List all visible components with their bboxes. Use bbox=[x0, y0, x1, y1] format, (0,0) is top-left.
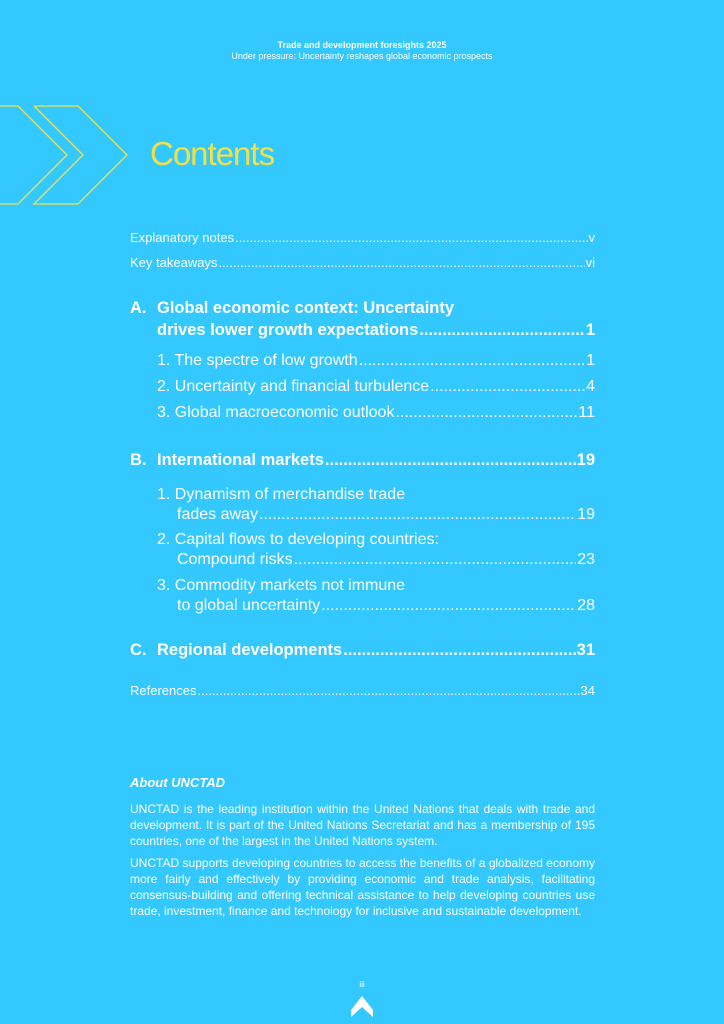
toc-label: 2. Uncertainty and financial turbulence bbox=[157, 378, 430, 395]
leader-dots bbox=[359, 352, 585, 370]
toc-key-takeaways[interactable] bbox=[130, 255, 595, 270]
toc-page: 4 bbox=[586, 378, 595, 395]
section-title: International markets bbox=[157, 451, 324, 469]
toc-b-item-1[interactable] bbox=[130, 485, 595, 525]
toc-page: vi bbox=[585, 255, 595, 270]
toc-page: 28 bbox=[577, 597, 595, 614]
toc-label-line2: fades away bbox=[177, 506, 258, 523]
report-subtitle: Under pressure: Uncertainty reshapes global economic prospects bbox=[231, 51, 493, 61]
leader-dots bbox=[395, 404, 577, 422]
page-number: iii bbox=[359, 980, 365, 989]
toc-section-a[interactable] bbox=[130, 297, 595, 341]
toc-label: 3. Global macroeconomic outlook bbox=[157, 404, 395, 421]
page-header bbox=[0, 40, 724, 62]
leader-dots bbox=[294, 550, 577, 570]
toc-page: 23 bbox=[577, 551, 595, 568]
toc-label-line2: to global uncertainty bbox=[177, 597, 321, 614]
toc-explanatory-notes[interactable] bbox=[130, 230, 595, 245]
toc-references[interactable] bbox=[130, 683, 595, 698]
toc-page: 34 bbox=[580, 683, 595, 698]
chevron-up-logo-icon bbox=[350, 994, 374, 1018]
toc-label-line1: 3. Commodity markets not immune bbox=[157, 577, 406, 594]
toc-label: Key takeaways bbox=[130, 255, 218, 270]
toc-label-line2: Compound risks bbox=[177, 551, 293, 568]
leader-dots bbox=[343, 641, 575, 660]
toc-page: v bbox=[588, 230, 595, 245]
toc-label: 1. The spectre of low growth bbox=[157, 352, 358, 369]
toc-page: 11 bbox=[578, 404, 595, 421]
section-title-line2: drives lower growth expectations bbox=[157, 321, 419, 339]
toc-label-line1: 1. Dynamism of merchandise trade bbox=[157, 486, 406, 503]
toc-a-item-1[interactable] bbox=[130, 352, 595, 370]
leader-dots bbox=[259, 505, 576, 525]
section-title-line1: Global economic context: Uncertainty bbox=[157, 299, 455, 317]
leader-dots bbox=[430, 378, 585, 396]
leader-dots bbox=[218, 255, 584, 270]
section-letter: A. bbox=[130, 299, 147, 317]
toc-section-b[interactable] bbox=[130, 451, 595, 470]
leader-dots bbox=[197, 683, 579, 698]
leader-dots bbox=[419, 319, 584, 341]
leader-dots bbox=[235, 230, 587, 245]
toc-label: Explanatory notes bbox=[130, 230, 235, 245]
toc-a-item-3[interactable] bbox=[130, 404, 595, 422]
toc-a-item-2[interactable] bbox=[130, 378, 595, 396]
double-chevron-right-icon bbox=[0, 104, 132, 208]
toc-b-item-2[interactable] bbox=[130, 530, 595, 570]
about-heading: About UNCTAD bbox=[130, 775, 226, 790]
toc-b-item-3[interactable] bbox=[130, 576, 595, 616]
section-title: Regional developments bbox=[157, 641, 343, 659]
about-paragraph-1: UNCTAD is the leading institution within the United Nations that deals with trade and development. It is part of the United Nations Secretariat and has a membership of 195 countries, one of the largest in the United Nations system. bbox=[130, 802, 595, 848]
toc-page: 19 bbox=[577, 506, 595, 523]
toc-section-c[interactable] bbox=[130, 641, 595, 660]
toc-page: 31 bbox=[576, 641, 595, 659]
toc-page: 1 bbox=[586, 352, 595, 369]
toc-label-line1: 2. Capital flows to developing countries: bbox=[157, 531, 439, 548]
toc-page: 1 bbox=[585, 321, 595, 339]
toc-label: References bbox=[130, 683, 197, 698]
about-paragraph-2: UNCTAD supports developing countries to access the benefits of a globalized economy more fairly and effectively by providing economic and trade analysis, facilitating consensus-building and offering technical assistance to help developing countries use trade, investment, finance and technology for inclusive and sustainable development. bbox=[130, 856, 595, 918]
leader-dots bbox=[321, 596, 576, 616]
toc-page: 19 bbox=[576, 451, 595, 469]
leader-dots bbox=[325, 451, 576, 470]
report-title: Trade and development foresights 2025 bbox=[277, 40, 447, 50]
section-letter: B. bbox=[130, 451, 147, 469]
section-letter: C. bbox=[130, 641, 147, 659]
page-title: Contents bbox=[150, 135, 275, 172]
